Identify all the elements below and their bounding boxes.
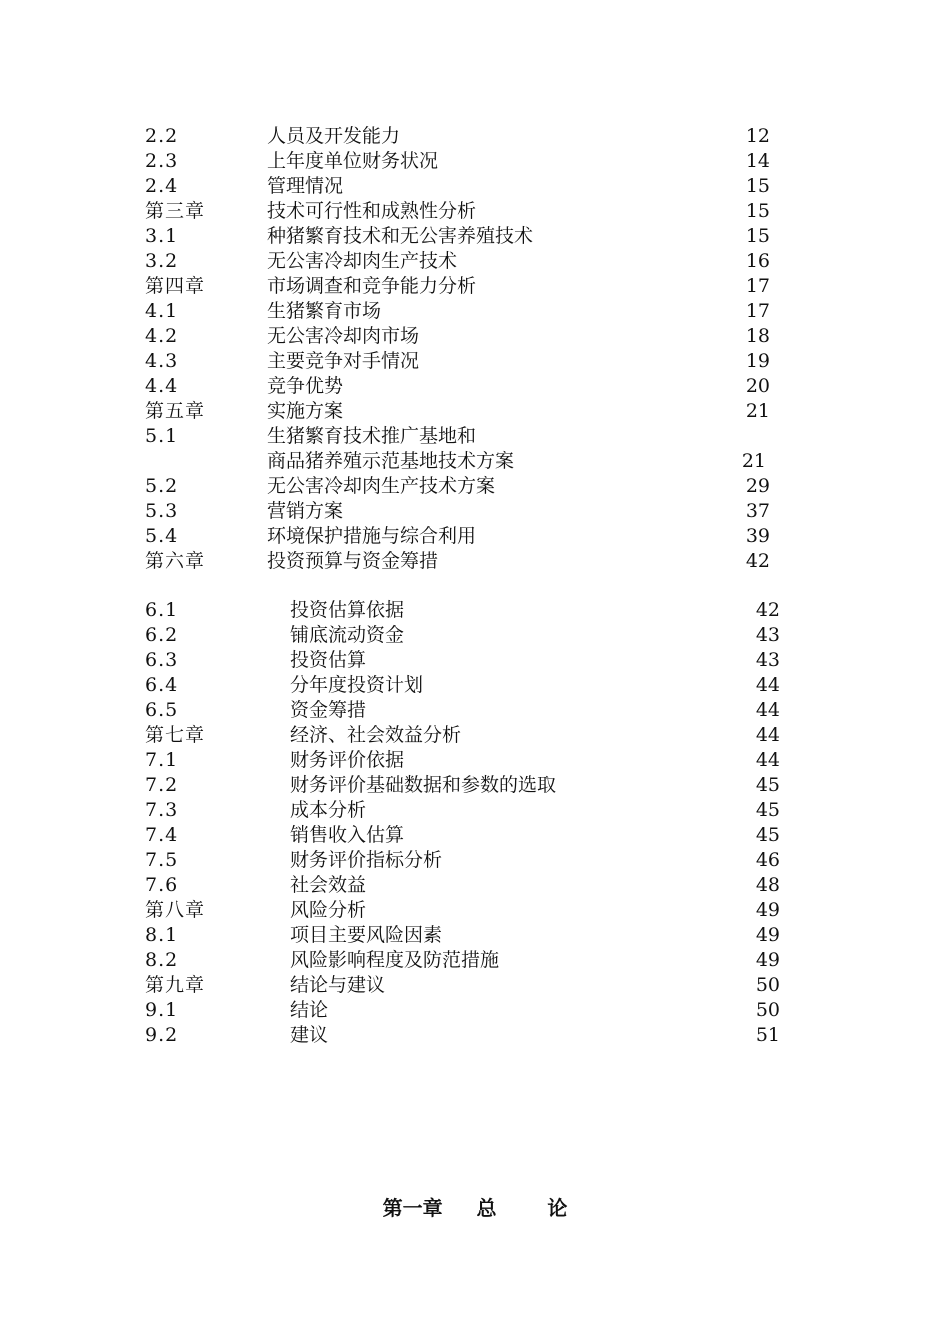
toc-page: 29 [745, 475, 770, 497]
toc-row [0, 998, 950, 1023]
toc-title: 市场调查和竞争能力分析 [267, 275, 477, 297]
toc-page: 49 [755, 924, 780, 946]
toc-page: 49 [755, 949, 780, 971]
toc-row [0, 698, 950, 723]
toc-title: 社会效益 [290, 874, 367, 896]
toc-number: 2.4 [145, 175, 179, 197]
toc-number: 7.2 [145, 774, 179, 796]
toc-number: 第七章 [145, 724, 206, 746]
toc-page: 42 [755, 599, 780, 621]
toc-number: 第三章 [145, 200, 206, 222]
toc-number: 3.2 [145, 250, 179, 272]
toc-row [0, 399, 950, 424]
toc-title: 竞争优势 [267, 375, 344, 397]
toc-row [0, 848, 950, 873]
toc-number: 第五章 [145, 400, 206, 422]
toc-row [0, 174, 950, 199]
toc-row [0, 499, 950, 524]
toc-title: 资金筹措 [290, 699, 367, 721]
toc-title: 商品猪养殖示范基地技术方案 [267, 450, 515, 472]
toc-number: 第四章 [145, 275, 206, 297]
toc-number: 2.3 [145, 150, 179, 172]
toc-page: 44 [755, 699, 780, 721]
toc-number: 6.4 [145, 674, 179, 696]
toc-page: 48 [755, 874, 780, 896]
toc-row [0, 748, 950, 773]
toc-row [0, 673, 950, 698]
toc-number: 6.1 [145, 599, 179, 621]
toc-number: 5.4 [145, 525, 179, 547]
toc-number: 6.5 [145, 699, 179, 721]
toc-page: 44 [755, 674, 780, 696]
toc-title: 铺底流动资金 [290, 624, 405, 646]
toc-number: 6.2 [145, 624, 179, 646]
toc-number: 5.2 [145, 475, 179, 497]
toc-row [0, 124, 950, 149]
toc-page: 16 [745, 250, 770, 272]
toc-number: 4.4 [145, 375, 179, 397]
toc-number: 4.2 [145, 325, 179, 347]
toc-title: 无公害冷却肉生产技术方案 [267, 475, 496, 497]
toc-title: 风险影响程度及防范措施 [290, 949, 500, 971]
toc-row [0, 374, 950, 399]
toc-page: 20 [745, 375, 770, 397]
toc-page: 12 [745, 125, 770, 147]
toc-number: 9.2 [145, 1024, 179, 1046]
toc-title: 上年度单位财务状况 [267, 150, 439, 172]
toc-page: 51 [755, 1024, 780, 1046]
toc-number: 第八章 [145, 899, 206, 921]
toc-page: 46 [755, 849, 780, 871]
toc-title: 财务评价依据 [290, 749, 405, 771]
toc-page: 44 [755, 724, 780, 746]
toc-row [0, 948, 950, 973]
toc-number: 7.3 [145, 799, 179, 821]
chapter-heading: 第一章 总 论 [382, 1196, 568, 1220]
toc-title: 无公害冷却肉生产技术 [267, 250, 458, 272]
toc-number: 8.2 [145, 949, 179, 971]
toc-row [0, 424, 950, 449]
toc-number: 第六章 [145, 550, 206, 572]
toc-title: 主要竞争对手情况 [267, 350, 420, 372]
toc-title: 生猪繁育技术推广基地和 [267, 425, 477, 447]
toc-row [0, 474, 950, 499]
toc-number: 6.3 [145, 649, 179, 671]
toc-title: 营销方案 [267, 500, 344, 522]
toc-row [0, 873, 950, 898]
toc-title: 销售收入估算 [290, 824, 405, 846]
toc-number: 2.2 [145, 125, 179, 147]
toc-row [0, 798, 950, 823]
toc-row [0, 598, 950, 623]
toc-row [0, 549, 950, 574]
toc-page: 39 [745, 525, 770, 547]
toc-number: 7.5 [145, 849, 179, 871]
toc-row [0, 299, 950, 324]
toc-title: 财务评价指标分析 [290, 849, 443, 871]
toc-title: 分年度投资计划 [290, 674, 424, 696]
toc-number: 8.1 [145, 924, 179, 946]
toc-title: 风险分析 [290, 899, 367, 921]
toc-page: 50 [755, 999, 780, 1021]
toc-row [0, 973, 950, 998]
toc-page: 18 [745, 325, 770, 347]
toc-title: 实施方案 [267, 400, 344, 422]
toc-row [0, 648, 950, 673]
toc-page: 15 [745, 200, 770, 222]
toc-page: 21 [745, 400, 770, 422]
toc-row [0, 623, 950, 648]
toc-row [0, 224, 950, 249]
toc-number: 4.3 [145, 350, 179, 372]
toc-page: 21 [741, 450, 766, 472]
toc-row [0, 773, 950, 798]
toc-row [0, 199, 950, 224]
toc-title: 项目主要风险因素 [290, 924, 443, 946]
toc-number: 7.4 [145, 824, 179, 846]
toc-title: 财务评价基础数据和参数的选取 [290, 774, 557, 796]
toc-row [0, 449, 950, 474]
toc-row [0, 1023, 950, 1048]
toc-row [0, 524, 950, 549]
toc-row [0, 823, 950, 848]
toc-page: 19 [745, 350, 770, 372]
toc-page: 17 [745, 300, 770, 322]
toc-row [0, 249, 950, 274]
toc-row [0, 723, 950, 748]
toc-page: 44 [755, 749, 780, 771]
toc-page: 45 [755, 774, 780, 796]
toc-row [0, 274, 950, 299]
toc-title: 技术可行性和成熟性分析 [267, 200, 477, 222]
toc-number: 7.6 [145, 874, 179, 896]
toc-number: 7.1 [145, 749, 179, 771]
toc-page: 37 [745, 500, 770, 522]
toc-title: 投资估算依据 [290, 599, 405, 621]
toc-row [0, 149, 950, 174]
toc-page: 50 [755, 974, 780, 996]
toc-title: 生猪繁育市场 [267, 300, 382, 322]
toc-page: 15 [745, 225, 770, 247]
toc-number: 5.1 [145, 425, 179, 447]
toc-number: 4.1 [145, 300, 179, 322]
toc-title: 经济、社会效益分析 [290, 724, 462, 746]
toc-title: 建议 [290, 1024, 329, 1046]
toc-page: 14 [745, 150, 770, 172]
toc-page: 42 [745, 550, 770, 572]
toc-title: 人员及开发能力 [267, 125, 401, 147]
toc-title: 投资估算 [290, 649, 367, 671]
toc-number: 第九章 [145, 974, 206, 996]
toc-row [0, 324, 950, 349]
toc-page: 43 [755, 624, 780, 646]
toc-title: 投资预算与资金筹措 [267, 550, 439, 572]
toc-title: 无公害冷却肉市场 [267, 325, 420, 347]
toc-title: 种猪繁育技术和无公害养殖技术 [267, 225, 534, 247]
toc-title: 管理情况 [267, 175, 344, 197]
toc-page: 45 [755, 824, 780, 846]
toc-number: 3.1 [145, 225, 179, 247]
toc-page: 43 [755, 649, 780, 671]
toc-title: 结论与建议 [290, 974, 386, 996]
toc-page: 17 [745, 275, 770, 297]
toc-number: 9.1 [145, 999, 179, 1021]
toc-title: 环境保护措施与综合利用 [267, 525, 477, 547]
toc-row [0, 349, 950, 374]
toc-row [0, 923, 950, 948]
toc-page: 49 [755, 899, 780, 921]
toc-number: 5.3 [145, 500, 179, 522]
toc-page: 15 [745, 175, 770, 197]
toc-page: 45 [755, 799, 780, 821]
toc-title: 结论 [290, 999, 329, 1021]
toc-row [0, 898, 950, 923]
toc-title: 成本分析 [290, 799, 367, 821]
